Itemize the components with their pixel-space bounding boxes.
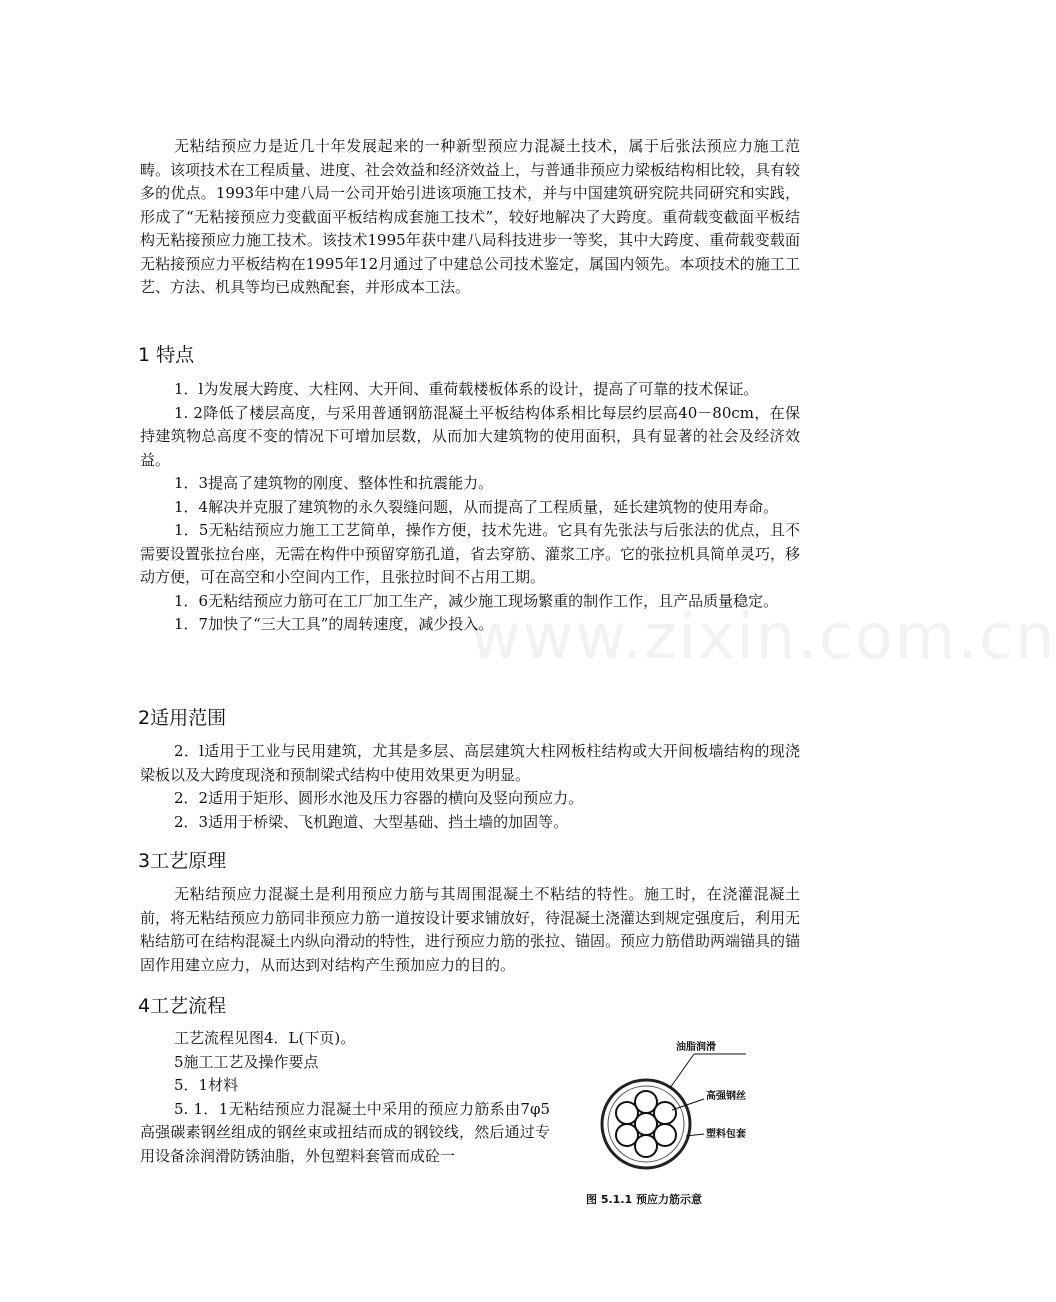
leader-grease — [670, 1054, 694, 1088]
materials-text: 5. 1．1无粘结预应力混凝土中采用的预应力筋系由7φ5高强碳素钢丝组成的钢丝束或扭结而成的钢铰线，然后通过专用设备涂润滑防锈油脂，外包塑料套管而成砼一 — [140, 1099, 550, 1165]
section-1-body — [140, 378, 800, 637]
list-item: 1．6无粘结预应力筋可在工厂加工生产，减少施工现场繁重的制作工作，且产品质量稳定。 — [174, 591, 779, 610]
list-item: 1．3提高了建筑物的刚度、整体性和抗震能力。 — [174, 474, 494, 492]
tendon-figure — [586, 1034, 796, 1214]
wire-6 — [616, 1102, 638, 1124]
section-4-body — [140, 1027, 550, 1168]
intro-text: 无粘结预应力是近几十年发展起来的一种新型预应力混凝土技术，属于后张法预应力施工范畴。该项技术在工程质量、进度、社会效益和经济效益上，与普通非预应力梁板结构相比较，具有较多的优点。1993年中建八局一公司开始引进该项施工技术，并与中国建筑研究院共同研究和实践，形成了“无粘接预应力变截面平板结构成套施工技术”，较好地解决了大跨度。重荷载变截面平板结构无粘接预应力施工技术。该技术1995年获中建八局科技进步一等奖，其中大跨度、重荷载变载面无粘接预应力平板结构在1995年12月通过了中建总公司技术鉴定，属国内领先。本项技术的施工工艺、方法、机具等均已成熟配套，并形成本工法。 — [140, 137, 801, 296]
flow-reference: 工艺流程见图4．L(下页)。 — [174, 1029, 356, 1047]
list-item: 1. 2降低了楼层高度，与采用普通钢筋混凝土平板结构体系相比每层约层高40－80cm，在保持建筑物总高度不变的情况下可增加层数，从而加大建筑物的使用面积，具有显著的社会及经济效益。 — [140, 403, 800, 469]
list-item: 1．l为发展大跨度、大柱网、大开间、重荷载楼板体系的设计，提高了可靠的技术保证。 — [174, 380, 759, 398]
list-item: 2．l适用于工业与民用建筑，尤其是多层、高层建筑大柱网板柱结构或大开间板墙结构的现浇梁板以及大跨度现浇和预制梁式结构中使用效果更为明显。 — [140, 742, 800, 784]
section-2-heading: 2适用范围 — [138, 707, 227, 729]
list-item: 1．7加快了“三大工具”的周转速度，减少投入。 — [174, 615, 494, 633]
wire-5 — [616, 1124, 638, 1146]
list-item: 1．4解决并克服了建筑物的永久裂缝问题，从而提高了工程质量，延长建筑物的使用寿命。 — [174, 497, 779, 516]
list-item: 1．5无粘结预应力施工工艺简单，操作方便，技术先进。它具有先张法与后张法的优点，且不需要设置张拉台座，无需在构件中预留穿筋孔道，省去穿筋、灌浆工序。它的张拉机具简单灵巧，移动方便，可在高空和小空间内工作，且张拉时间不占用工期。 — [140, 521, 801, 586]
section-3-text: 无粘结预应力混凝土是利用预应力筋与其周围混凝土不粘结的特性。施工时，在浇灌混凝土前，将无粘结预应力筋同非预应力筋一道按设计要求铺放好，待混凝土浇灌达到规定强度后，利用无粘结筋可在结构混凝土内纵向滑动的特性，进行预应力筋的张拉、锚固。预应力筋借助两端锚具的锚固作用建立应力，从而达到对结构产生预加应力的目的。 — [140, 885, 801, 974]
section-2-body — [140, 740, 800, 834]
subsection-5-1: 5．1材料 — [174, 1076, 239, 1094]
watermark: www.zixin.com.cn — [470, 600, 1056, 673]
intro-paragraph — [140, 135, 800, 300]
section-5-heading: 5施工工艺及操作要点 — [174, 1052, 319, 1071]
wire-2 — [654, 1102, 676, 1124]
grease-layer-ring — [608, 1086, 684, 1162]
figure-caption: 图 5.1.1 预应力筋示意 — [586, 1193, 702, 1206]
plastic-sheath-ring — [602, 1080, 690, 1168]
section-4-heading: 4工艺流程 — [138, 995, 227, 1017]
label-wire: 高强钢丝 — [706, 1091, 746, 1102]
section-3-heading: 3工艺原理 — [138, 850, 227, 872]
list-item: 2．3适用于桥梁、飞机跑道、大型基础、挡土墙的加固等。 — [174, 812, 569, 831]
tendon-cross-section — [586, 1034, 796, 1184]
section-1-heading: 1 特点 — [138, 344, 195, 366]
section-3-body — [140, 883, 800, 977]
label-grease: 油脂润滑 — [676, 1042, 716, 1053]
list-item: 2．2适用于矩形、圆形水池及压力容器的横向及竖向预应力。 — [174, 789, 584, 807]
label-sheath: 塑料包套 — [706, 1129, 746, 1140]
